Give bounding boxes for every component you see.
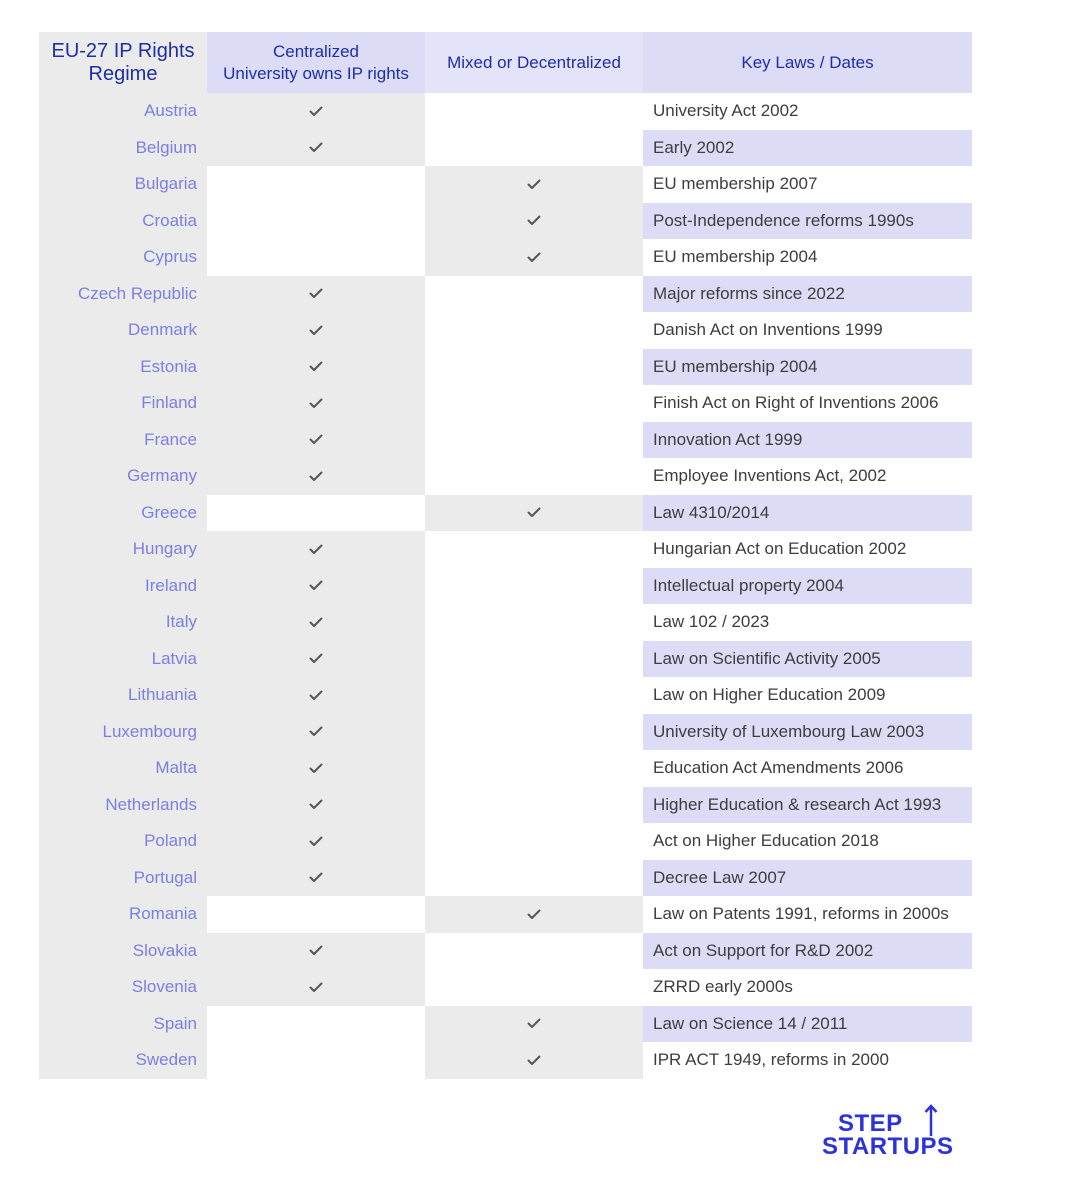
- table-row: [39, 860, 972, 897]
- table-row: [39, 604, 972, 641]
- country-cell: Bulgaria: [39, 166, 207, 203]
- key-law-cell: EU membership 2007: [643, 166, 972, 203]
- table-row: [39, 750, 972, 787]
- country-cell: Greece: [39, 495, 207, 532]
- logo-line1: STEP: [838, 1110, 903, 1137]
- table-row: [39, 896, 972, 933]
- centralized-cell: [207, 823, 425, 860]
- table-row: [39, 239, 972, 276]
- key-law-cell: Law on Scientific Activity 2005: [643, 641, 972, 678]
- header-centralized: Centralized University owns IP rights: [207, 32, 425, 93]
- logo-arrow-icon: [924, 1104, 938, 1138]
- country-cell: Romania: [39, 896, 207, 933]
- mixed-cell: [425, 787, 643, 824]
- centralized-cell: [207, 166, 425, 203]
- key-law-cell: Education Act Amendments 2006: [643, 750, 972, 787]
- header-key-laws: Key Laws / Dates: [643, 32, 972, 93]
- table-row: [39, 93, 972, 130]
- mixed-cell: [425, 933, 643, 970]
- key-law-cell: Finish Act on Right of Inventions 2006: [643, 385, 972, 422]
- centralized-cell: [207, 714, 425, 751]
- mixed-cell: [425, 276, 643, 313]
- ip-rights-table: [39, 32, 972, 1079]
- key-law-cell: Law on Higher Education 2009: [643, 677, 972, 714]
- check-icon: [527, 252, 541, 263]
- centralized-cell: [207, 1006, 425, 1043]
- table-row: [39, 130, 972, 167]
- header-title: EU-27 IP Rights Regime: [39, 32, 207, 93]
- table-row: [39, 641, 972, 678]
- table-row: [39, 166, 972, 203]
- mixed-cell: [425, 130, 643, 167]
- check-icon: [309, 799, 323, 810]
- table-row: [39, 677, 972, 714]
- country-cell: Poland: [39, 823, 207, 860]
- mixed-cell: [425, 1006, 643, 1043]
- key-law-cell: Intellectual property 2004: [643, 568, 972, 605]
- country-cell: Germany: [39, 458, 207, 495]
- country-cell: Portugal: [39, 860, 207, 897]
- mixed-cell: [425, 604, 643, 641]
- country-cell: Malta: [39, 750, 207, 787]
- centralized-cell: [207, 750, 425, 787]
- table-row: [39, 385, 972, 422]
- table-row: [39, 203, 972, 240]
- check-icon: [309, 836, 323, 847]
- check-icon: [309, 398, 323, 409]
- table-row: [39, 312, 972, 349]
- check-icon: [309, 982, 323, 993]
- key-law-cell: Act on Support for R&D 2002: [643, 933, 972, 970]
- mixed-cell: [425, 531, 643, 568]
- check-icon: [309, 142, 323, 153]
- key-law-cell: Act on Higher Education 2018: [643, 823, 972, 860]
- country-cell: Latvia: [39, 641, 207, 678]
- country-cell: Ireland: [39, 568, 207, 605]
- country-cell: Austria: [39, 93, 207, 130]
- country-cell: Cyprus: [39, 239, 207, 276]
- country-cell: Croatia: [39, 203, 207, 240]
- country-cell: Denmark: [39, 312, 207, 349]
- mixed-cell: [425, 495, 643, 532]
- step-startups-logo: [820, 1104, 975, 1160]
- centralized-cell: [207, 896, 425, 933]
- check-icon: [527, 507, 541, 518]
- key-law-cell: Post-Independence reforms 1990s: [643, 203, 972, 240]
- centralized-cell: [207, 385, 425, 422]
- table-row: [39, 495, 972, 532]
- country-cell: Sweden: [39, 1042, 207, 1079]
- key-law-cell: Hungarian Act on Education 2002: [643, 531, 972, 568]
- table-row: [39, 568, 972, 605]
- centralized-cell: [207, 568, 425, 605]
- table-row: [39, 1042, 972, 1079]
- table-row: [39, 969, 972, 1006]
- key-law-cell: Employee Inventions Act, 2002: [643, 458, 972, 495]
- table-row: [39, 276, 972, 313]
- centralized-cell: [207, 1042, 425, 1079]
- mixed-cell: [425, 896, 643, 933]
- centralized-cell: [207, 458, 425, 495]
- check-icon: [527, 179, 541, 190]
- check-icon: [309, 288, 323, 299]
- centralized-cell: [207, 93, 425, 130]
- table-row: [39, 787, 972, 824]
- key-law-cell: Decree Law 2007: [643, 860, 972, 897]
- mixed-cell: [425, 239, 643, 276]
- check-icon: [309, 763, 323, 774]
- key-law-cell: Danish Act on Inventions 1999: [643, 312, 972, 349]
- mixed-cell: [425, 714, 643, 751]
- key-law-cell: Law 4310/2014: [643, 495, 972, 532]
- check-icon: [309, 580, 323, 591]
- key-law-cell: Law on Patents 1991, reforms in 2000s: [643, 896, 972, 933]
- table-row: [39, 933, 972, 970]
- centralized-cell: [207, 531, 425, 568]
- key-law-cell: Higher Education & research Act 1993: [643, 787, 972, 824]
- logo-line2: STARTUPS: [822, 1133, 954, 1160]
- mixed-cell: [425, 422, 643, 459]
- country-cell: Slovenia: [39, 969, 207, 1006]
- mixed-cell: [425, 823, 643, 860]
- key-law-cell: Law 102 / 2023: [643, 604, 972, 641]
- table-row: [39, 458, 972, 495]
- centralized-cell: [207, 933, 425, 970]
- mixed-cell: [425, 860, 643, 897]
- check-icon: [309, 945, 323, 956]
- check-icon: [527, 1018, 541, 1029]
- country-cell: Luxembourg: [39, 714, 207, 751]
- check-icon: [527, 1055, 541, 1066]
- mixed-cell: [425, 677, 643, 714]
- mixed-cell: [425, 312, 643, 349]
- key-law-cell: IPR ACT 1949, reforms in 2000: [643, 1042, 972, 1079]
- centralized-cell: [207, 422, 425, 459]
- centralized-cell: [207, 495, 425, 532]
- country-cell: Lithuania: [39, 677, 207, 714]
- table-row: [39, 349, 972, 386]
- key-law-cell: Major reforms since 2022: [643, 276, 972, 313]
- mixed-cell: [425, 1042, 643, 1079]
- country-cell: Netherlands: [39, 787, 207, 824]
- check-icon: [309, 106, 323, 117]
- centralized-cell: [207, 787, 425, 824]
- mixed-cell: [425, 203, 643, 240]
- country-cell: Finland: [39, 385, 207, 422]
- key-law-cell: University of Luxembourg Law 2003: [643, 714, 972, 751]
- mixed-cell: [425, 349, 643, 386]
- check-icon: [309, 544, 323, 555]
- key-law-cell: University Act 2002: [643, 93, 972, 130]
- check-icon: [527, 215, 541, 226]
- table-row: [39, 422, 972, 459]
- check-icon: [309, 617, 323, 628]
- centralized-cell: [207, 239, 425, 276]
- country-cell: France: [39, 422, 207, 459]
- key-law-cell: ZRRD early 2000s: [643, 969, 972, 1006]
- key-law-cell: EU membership 2004: [643, 239, 972, 276]
- table-row: [39, 714, 972, 751]
- check-icon: [309, 653, 323, 664]
- key-law-cell: EU membership 2004: [643, 349, 972, 386]
- mixed-cell: [425, 750, 643, 787]
- country-cell: Spain: [39, 1006, 207, 1043]
- check-icon: [309, 690, 323, 701]
- key-law-cell: Law on Science 14 / 2011: [643, 1006, 972, 1043]
- centralized-cell: [207, 203, 425, 240]
- mixed-cell: [425, 969, 643, 1006]
- table-row: [39, 531, 972, 568]
- country-cell: Belgium: [39, 130, 207, 167]
- country-cell: Czech Republic: [39, 276, 207, 313]
- check-icon: [309, 361, 323, 372]
- country-cell: Estonia: [39, 349, 207, 386]
- mixed-cell: [425, 385, 643, 422]
- check-icon: [309, 434, 323, 445]
- table-row: [39, 1006, 972, 1043]
- mixed-cell: [425, 93, 643, 130]
- centralized-cell: [207, 969, 425, 1006]
- check-icon: [309, 872, 323, 883]
- centralized-cell: [207, 349, 425, 386]
- centralized-cell: [207, 604, 425, 641]
- check-icon: [309, 325, 323, 336]
- centralized-cell: [207, 130, 425, 167]
- check-icon: [527, 909, 541, 920]
- table-row: [39, 823, 972, 860]
- mixed-cell: [425, 641, 643, 678]
- mixed-cell: [425, 458, 643, 495]
- country-cell: Hungary: [39, 531, 207, 568]
- key-law-cell: Early 2002: [643, 130, 972, 167]
- mixed-cell: [425, 166, 643, 203]
- check-icon: [309, 726, 323, 737]
- table-body: [39, 93, 972, 1079]
- centralized-cell: [207, 860, 425, 897]
- key-law-cell: Innovation Act 1999: [643, 422, 972, 459]
- centralized-cell: [207, 641, 425, 678]
- mixed-cell: [425, 568, 643, 605]
- centralized-cell: [207, 312, 425, 349]
- header-mixed: Mixed or Decentralized: [425, 32, 643, 93]
- table-header: [39, 32, 972, 93]
- check-icon: [309, 471, 323, 482]
- country-cell: Slovakia: [39, 933, 207, 970]
- country-cell: Italy: [39, 604, 207, 641]
- centralized-cell: [207, 677, 425, 714]
- centralized-cell: [207, 276, 425, 313]
